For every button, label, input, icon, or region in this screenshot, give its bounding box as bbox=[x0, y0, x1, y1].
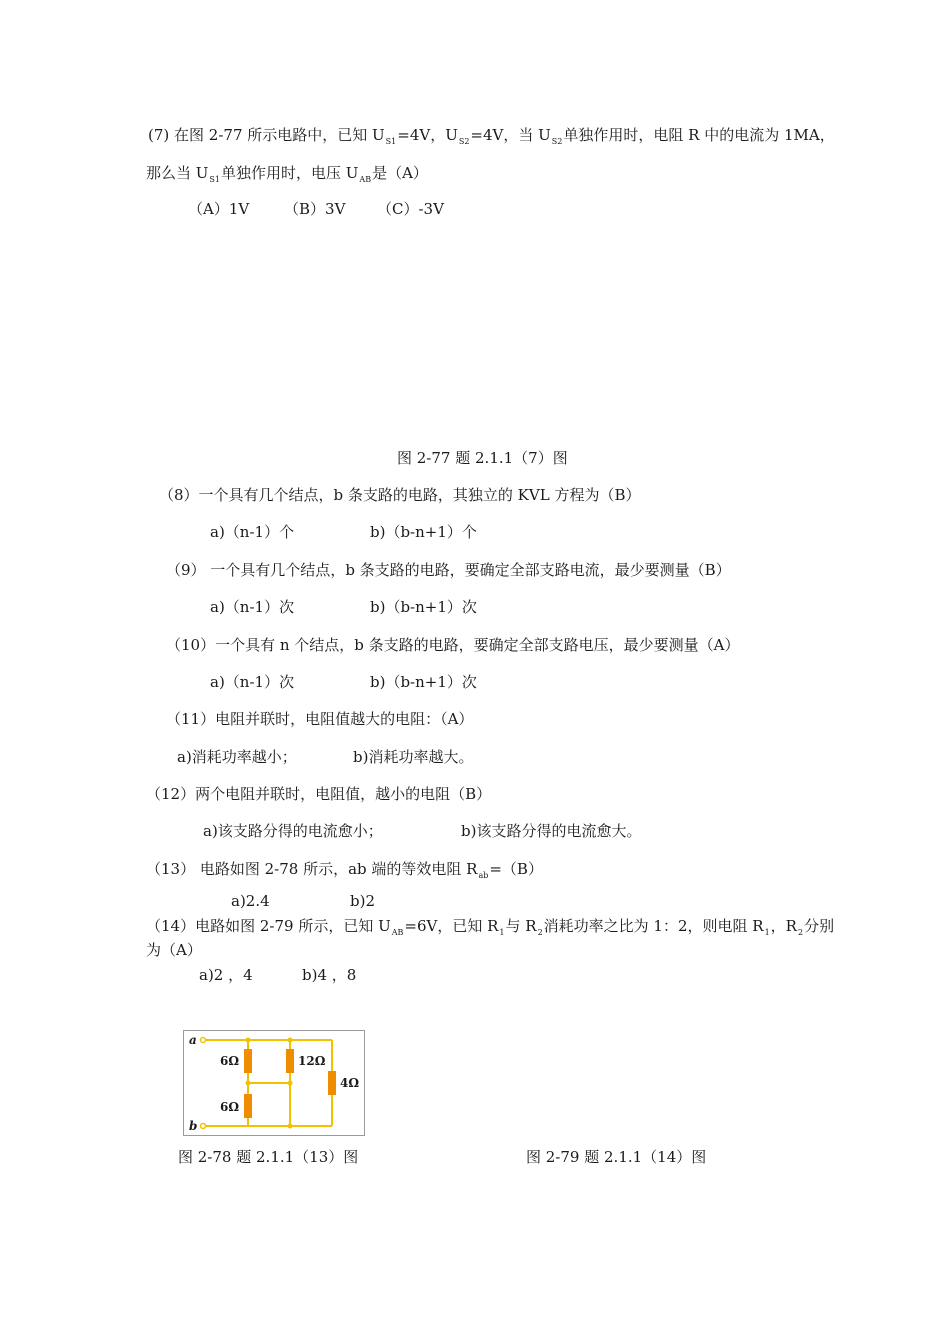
q14-text: 消耗功率之比为 1：2，则电阻 R bbox=[543, 917, 764, 935]
junction-dot bbox=[288, 1124, 293, 1129]
q13-option-b: b)2 bbox=[350, 892, 375, 910]
q7-text: 是（A） bbox=[372, 164, 428, 182]
q7-text: 那么当 U bbox=[146, 164, 209, 182]
q13-text-part: （13） 电路如图 2-78 所示，ab 端的等效电阻 R bbox=[146, 860, 478, 878]
resistor-12ohm bbox=[286, 1049, 294, 1073]
figure-2-78-caption: 图 2-78 题 2.1.1（13）图 bbox=[178, 1148, 359, 1166]
q7-text: 单独作用时，电阻 R 中的电流为 1MA， bbox=[563, 126, 835, 144]
q12-option-b: b)该支路分得的电流愈大。 bbox=[461, 822, 642, 840]
terminal-a bbox=[201, 1038, 206, 1043]
subscript: 1 bbox=[499, 928, 505, 937]
junction-dot bbox=[288, 1038, 293, 1043]
q10-text: （10）一个具有 n 个结点，b 条支路的电路，要确定全部支路电压，最少要测量（A） bbox=[166, 636, 740, 654]
r2-label: 12Ω bbox=[298, 1054, 326, 1068]
subscript: 1 bbox=[764, 928, 770, 937]
subscript: 2 bbox=[797, 928, 804, 937]
q7-text: =4V，当 U bbox=[470, 126, 551, 144]
subscript: AB bbox=[359, 175, 372, 184]
q10-option-b: b)（b-n+1）次 bbox=[370, 673, 477, 691]
junction-dot bbox=[246, 1038, 251, 1043]
subscript: S1 bbox=[385, 137, 397, 146]
q11-text: （11）电阻并联时，电阻值越大的电阻：（A） bbox=[166, 710, 474, 728]
q9-text: （9） 一个具有几个结点，b 条支路的电路，要确定全部支路电流，最少要测量（B） bbox=[166, 561, 731, 579]
subscript: AB bbox=[391, 928, 404, 937]
terminal-b bbox=[201, 1124, 206, 1129]
q12-option-a: a)该支路分得的电流愈小； bbox=[203, 822, 383, 840]
q14-text: =6V，已知 R bbox=[404, 917, 499, 935]
subscript: 2 bbox=[537, 928, 543, 937]
q14-line1 bbox=[146, 916, 834, 943]
resistor-6ohm-bottom bbox=[244, 1094, 252, 1118]
q9-option-a: a)（n-1）次 bbox=[210, 598, 295, 616]
junction-dot bbox=[246, 1081, 251, 1086]
q7-option-c: （C）-3V bbox=[377, 200, 444, 218]
q14-option-b: b)4 ，8 bbox=[302, 966, 357, 984]
subscript: S2 bbox=[551, 137, 563, 146]
junction-dot bbox=[288, 1081, 293, 1086]
q14-text: ，R bbox=[770, 917, 797, 935]
q8-text: （8）一个具有几个结点，b 条支路的电路，其独立的 KVL 方程为（B） bbox=[159, 486, 641, 504]
r3-label: 4Ω bbox=[340, 1076, 360, 1090]
subscript: S1 bbox=[209, 175, 220, 184]
figure-2-77-caption: 图 2-77 题 2.1.1（7）图 bbox=[397, 449, 568, 467]
subscript: S2 bbox=[458, 137, 470, 146]
q14-line2: 为（A） bbox=[146, 941, 202, 959]
resistor-6ohm-top bbox=[244, 1049, 252, 1073]
q8-option-b: b)（b-n+1）个 bbox=[370, 523, 477, 541]
subscript: ab bbox=[478, 871, 489, 880]
q7-line1 bbox=[148, 125, 835, 152]
q7-option-b: （B）3V bbox=[284, 200, 346, 218]
q7-text: (7) 在图 2-77 所示电路中，已知 U bbox=[148, 126, 385, 144]
figure-2-79-caption: 图 2-79 题 2.1.1（14）图 bbox=[526, 1148, 707, 1166]
node-b-label: b bbox=[189, 1119, 198, 1133]
circuit-diagram bbox=[184, 1031, 364, 1135]
q7-option-a: （A）1V bbox=[188, 200, 250, 218]
node-a-label: a bbox=[189, 1033, 197, 1047]
q7-text: =4V，U bbox=[397, 126, 458, 144]
resistor-4ohm bbox=[328, 1071, 336, 1095]
q8-option-a: a)（n-1）个 bbox=[210, 523, 295, 541]
q13-option-a: a)2.4 bbox=[231, 892, 270, 910]
q9-option-b: b)（b-n+1）次 bbox=[370, 598, 477, 616]
q11-option-b: b)消耗功率越大。 bbox=[353, 748, 474, 766]
q14-text: 与 R bbox=[505, 917, 537, 935]
q14-text: （14）电路如图 2-79 所示，已知 U bbox=[146, 917, 391, 935]
r1-label: 6Ω bbox=[220, 1054, 240, 1068]
q14-text: 分别 bbox=[804, 917, 835, 935]
q13-text bbox=[146, 859, 543, 886]
q14-option-a: a)2 ，4 bbox=[199, 966, 253, 984]
r4-label: 6Ω bbox=[220, 1100, 240, 1114]
q12-text: （12）两个电阻并联时，电阻值，越小的电阻（B） bbox=[146, 785, 492, 803]
circuit-figure-2-78 bbox=[183, 1030, 365, 1136]
q11-option-a: a)消耗功率越小； bbox=[177, 748, 297, 766]
q7-text: 单独作用时，电压 U bbox=[221, 164, 359, 182]
q10-option-a: a)（n-1）次 bbox=[210, 673, 295, 691]
q7-line2 bbox=[146, 163, 428, 190]
q13-text-part: =（B） bbox=[489, 860, 543, 878]
